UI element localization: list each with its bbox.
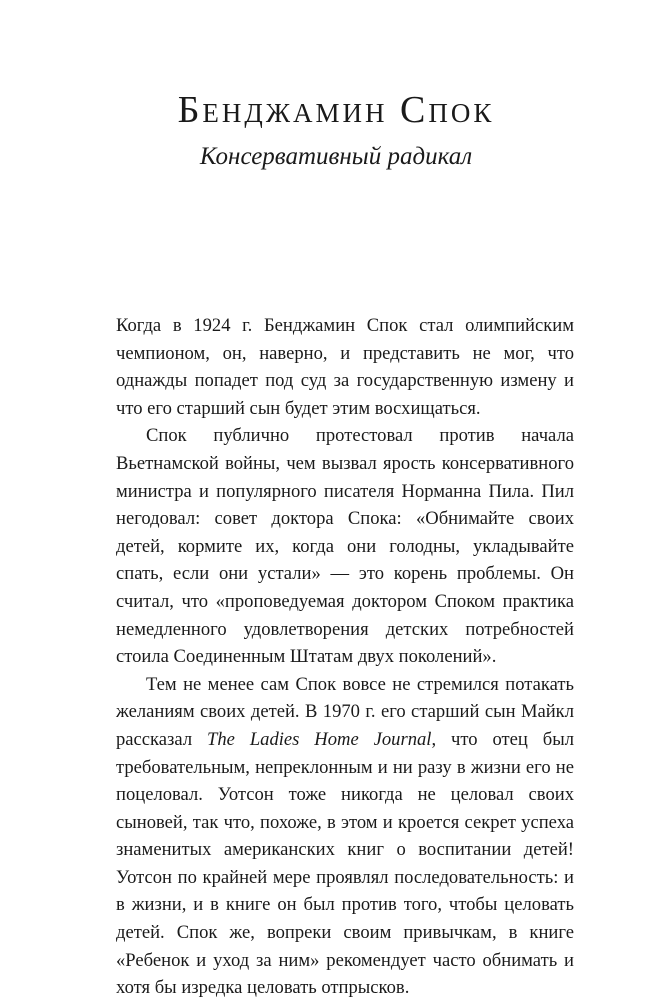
paragraph-1 [116,312,574,422]
paragraph-2-text: Спок публично протестовал против начала Вьетнамской войны, чем вызвал ярость консервативного министра и популярного писателя Норманна Пила. Пил негодовал: совет доктора Спока: «Обнимайте своих детей, кормите их, когда они голодны, укладывайте спать, если они устали» — это корень проблемы. Он считал, что «проповедуемая доктором Споком практика немедленного удовлетворения детских потребностей стоила Соединенным Штатам двух поколений». [116,425,574,668]
paragraph-3 [116,671,574,1002]
chapter-body [116,312,574,1002]
chapter-heading [0,88,672,172]
chapter-title: Бенджамин Спок [177,89,495,131]
paragraph-3-text-b: , что отец был требовательным, непреклонным и ни разу в жизни его не поцеловал. Уотсон тоже никогда не целовал своих сыновей, так что, похоже, в этом и кроется секрет успеха знаменитых американских книг о воспитании детей! Уотсон по крайней мере проявлял последовательность: и в жизни, и в книге он был против того, чтобы целовать детей. Спок же, вопреки своим привычкам, в книге «Ребенок и уход за ним» рекомендует часто обнимать и хотя бы изредка целовать отпрысков. [116,728,574,999]
paragraph-2 [116,422,574,670]
chapter-subtitle: Консервативный радикал [199,143,473,170]
paragraph-1-text: Когда в 1924 г. Бенджамин Спок стал олимпийским чемпионом, он, наверно, и представить не мог, что однажды попадет под суд за государственную измену и что его старший сын будет этим восхищаться. [116,315,574,419]
paragraph-3-text-a: Тем не менее сам Спок вовсе не стремился потакать желаниям своих детей. В 1970 г. его старший сын Майкл рассказал [116,673,574,750]
magazine-title: The Ladies Home Journal [207,728,432,750]
